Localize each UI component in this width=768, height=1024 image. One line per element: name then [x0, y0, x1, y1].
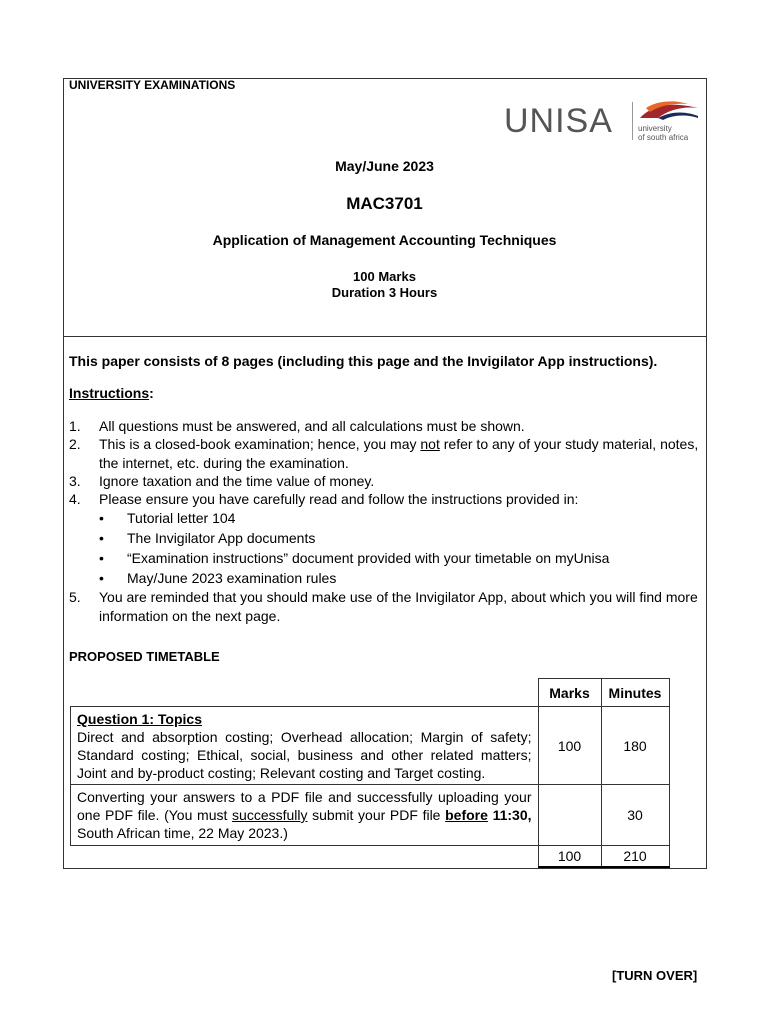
unisa-logo: UNISA university of south africa — [504, 100, 704, 146]
bullet-item: • Tutorial letter 104 — [99, 510, 236, 526]
instruction-item: 5. You are reminded that you should make use of the Invigilator App, about which you will find more information on the next page. — [69, 589, 698, 624]
exam-session: May/June 2023 — [335, 158, 434, 174]
pages-note: This paper consists of 8 pages (including this page and the Invigilator App instructions). — [69, 353, 658, 369]
timetable-table — [70, 678, 670, 868]
divider — [63, 336, 706, 337]
course-code: MAC3701 — [346, 194, 423, 213]
header-label: UNIVERSITY EXAMINATIONS — [69, 78, 236, 92]
totals-row — [71, 846, 670, 867]
column-header: Minutes — [601, 679, 669, 707]
total-marks: 100 Marks — [353, 269, 416, 284]
instruction-item: 2. This is a closed-book examination; hence, you may not refer to any of your study material, notes, the internet, etc. during the examination. — [69, 436, 699, 471]
table-row: Converting your answers to a PDF file and successfully uploading your one PDF file. (You must successfully submit your PDF file before 11:30, South African time, 22 May 2023.) 30 — [71, 785, 670, 846]
total-minutes-cell: 210 — [601, 846, 669, 867]
logo-wordmark: UNISA — [504, 102, 613, 140]
instruction-item: 4. Please ensure you have carefully read and follow the instructions provided in: — [69, 491, 579, 507]
total-marks-cell: 100 — [538, 846, 601, 867]
turn-over-note: [TURN OVER] — [612, 968, 698, 983]
table-row: Question 1: Topics Direct and absorption costing; Overhead allocation; Margin of safety; Standard costing; Ethical, social, business and other related matters; Joint and by-product costing; Relevant costing and Target costing. 100 180 — [71, 707, 670, 785]
instruction-item: 3. Ignore taxation and the time value of money. — [69, 473, 375, 489]
duration: Duration 3 Hours — [331, 285, 438, 300]
course-title: Application of Management Accounting Techniques — [212, 232, 557, 248]
instruction-item: 1. All questions must be answered, and all calculations must be shown. — [69, 418, 525, 434]
bullet-item: • May/June 2023 examination rules — [99, 570, 337, 586]
timetable-heading: PROPOSED TIMETABLE — [69, 649, 220, 664]
column-header: Marks — [538, 679, 601, 707]
logo-flag-icon — [638, 100, 700, 122]
instructions-heading: Instructions: — [69, 385, 154, 401]
bullet-item: • The Invigilator App documents — [99, 530, 316, 546]
table-header-row — [71, 679, 670, 707]
bullet-item: • “Examination instructions” document provided with your timetable on myUnisa — [99, 550, 610, 566]
